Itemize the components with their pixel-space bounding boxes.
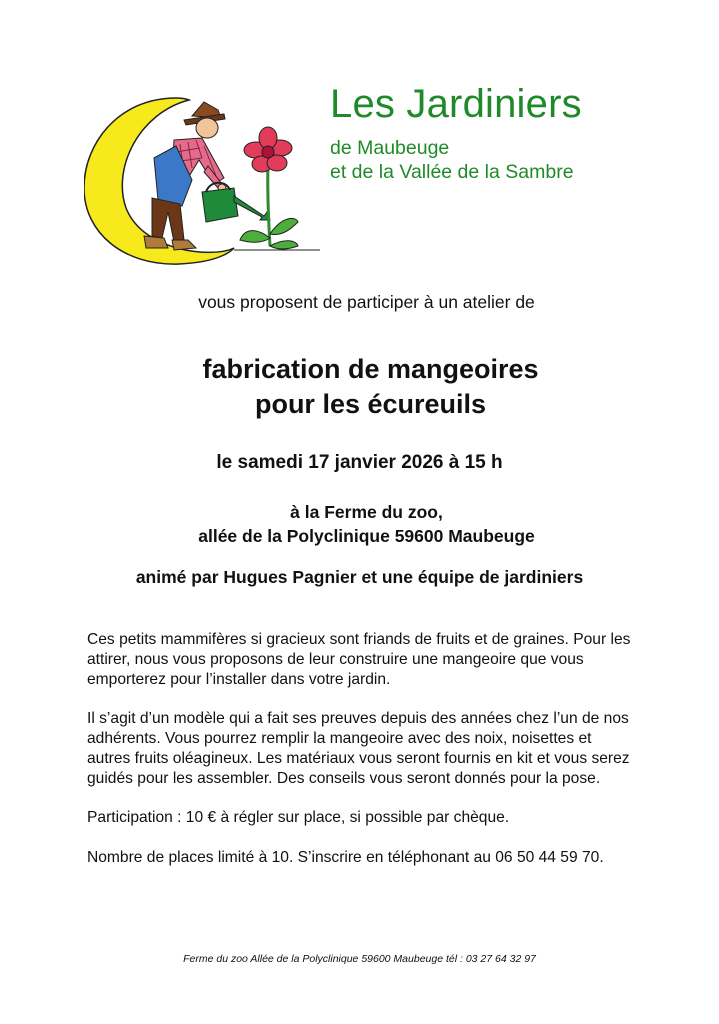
footer-contact: Ferme du zoo Allée de la Polyclinique 59600 Maubeuge tél : 03 27 64 32 97 bbox=[183, 952, 536, 965]
headline-line-2: pour les écureuils bbox=[254, 389, 487, 419]
org-subtitle-2: et de la Vallée de la Sambre bbox=[330, 161, 574, 183]
paragraph-line: autres fruits oléagineux. Les matériaux vous seront fournis en kit et vous serez bbox=[87, 750, 630, 767]
participation-fee: Participation : 10 € à régler sur place, si possible par chèque. bbox=[87, 809, 510, 826]
paragraph-line: adhérents. Vous pourrez remplir la mangeoire avec des noix, noisettes et bbox=[87, 730, 592, 747]
event-host: animé par Hugues Pagnier et une équipe de jardiniers bbox=[135, 567, 584, 587]
org-title: Les Jardiniers bbox=[330, 82, 582, 126]
event-place bbox=[0, 500, 719, 548]
place-line-2: allée de la Polyclinique 59600 Maubeuge bbox=[198, 526, 535, 546]
gardener-moon-logo bbox=[84, 88, 324, 266]
paragraph-2 bbox=[87, 709, 687, 789]
paragraph-line: emporterez pour l’installer dans votre jardin. bbox=[87, 671, 391, 688]
intro-text: vous proposent de participer à un atelier de bbox=[198, 292, 535, 312]
registration-info: Nombre de places limité à 10. S’inscrire en téléphonant au 06 50 44 59 70. bbox=[87, 849, 604, 866]
org-subtitle-1: de Maubeuge bbox=[330, 137, 450, 159]
headline-line-1: fabrication de mangeoires bbox=[202, 354, 539, 384]
paragraph-line: Ces petits mammifères si gracieux sont friands de fruits et de graines. Pour les bbox=[87, 631, 631, 648]
paragraph-line: Il s’agit d’un modèle qui a fait ses preuves depuis des années chez l’un de nos bbox=[87, 710, 629, 727]
paragraph-line: attirer, nous vous proposons de leur construire une mangeoire que vous bbox=[87, 651, 584, 668]
gardener-icon bbox=[144, 102, 226, 250]
paragraph-line: guidés pour les assembler. Des conseils vous seront donnés pour la pose. bbox=[87, 770, 601, 787]
flower-icon bbox=[234, 127, 320, 250]
event-date: le samedi 17 janvier 2026 à 15 h bbox=[216, 452, 503, 473]
watering-can-icon bbox=[202, 183, 270, 222]
paragraph-1 bbox=[87, 630, 687, 690]
workshop-headline bbox=[0, 352, 719, 422]
place-line-1: à la Ferme du zoo, bbox=[290, 502, 443, 522]
